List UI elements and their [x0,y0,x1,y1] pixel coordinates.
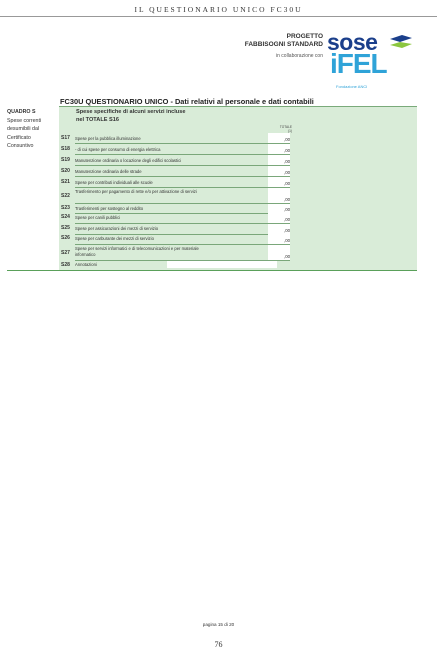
row-code: S18 [61,146,70,152]
quadro-line: desumibili dal [7,126,40,132]
folio-number: 76 [214,640,223,649]
row-code: S28 [61,262,70,268]
row-code: S27 [61,250,70,256]
section-header-line: nel TOTALE S16 [76,117,119,123]
section-header-line: Spese specifiche di alcuni servizi incluse [76,109,186,115]
row-value: ,00 [284,181,291,186]
row-code: S20 [61,168,70,174]
running-header: IL QUESTIONARIO UNICO FC30U [134,5,303,14]
logo-block [230,29,420,93]
row-label: Trasferimenti per sostegno al reddito [75,206,144,211]
table-row [59,204,417,213]
sose-mark-icon [388,34,414,50]
quadro-line: Consuntivo [7,143,34,149]
table-row [59,155,417,165]
table-row [59,188,417,203]
sose-logo: sose [327,29,378,55]
fabbisogni-label: FABBISOGNI STANDARD [244,41,323,48]
row-label: Spese per carburante dei mezzi di servizio [75,236,154,241]
row-label: Spese per contributi individuali alle scuole [75,180,153,185]
row-label: Trasferimento per pagamento di rette e/o per attivazione di servizi [75,189,197,194]
table-row [59,213,417,223]
row-code: S22 [61,193,70,199]
row-code: S21 [61,179,70,185]
row-value: ,00 [284,238,291,243]
form-bottom-rule [7,270,417,271]
table-row [59,166,417,176]
row-label: Manutenzione ordinaria o locazione degli edifici scolastici [75,158,182,163]
table-row [59,245,417,260]
page-number: pagina 15 di 20 [202,622,235,627]
row-label: Manutenzione ordinaria delle strade [75,169,142,174]
row-code: S23 [61,205,70,211]
header-rule [0,16,437,17]
quadro-title: QUADRO S [7,109,36,115]
section-header [76,108,185,124]
project-caption [245,33,323,60]
row-code: S25 [61,225,70,231]
row-code: S24 [61,214,70,220]
column-header-line: (1) [288,129,292,133]
table-row [59,144,417,154]
row-value: ,00 [284,148,291,153]
row-value: ,00 [284,170,291,175]
collaborazione-label: in collaborazione con [276,53,323,59]
table-row [59,177,417,187]
ifel-subtitle: Fondazione ANCI [336,84,368,89]
progetto-label: PROGETTO [286,33,323,40]
row-value: ,00 [284,197,291,202]
annotazioni-field[interactable] [167,261,277,268]
quadro-line: Certificato [7,134,31,141]
row-value: ,00 [284,159,291,164]
row-value: ,00 [284,228,291,233]
row-value: ,00 [284,254,291,259]
column-header-totale [272,125,292,133]
quadro-line: Spese correnti [7,117,42,124]
row-value: ,00 [284,137,291,142]
row-code: S19 [61,157,70,163]
row-label: Spese per servizi informatici e di telecomunicazioni e per materiale informatico [75,246,199,257]
table-row [59,261,417,269]
row-label: - di cui spese per consumo di energia elettrica [75,147,161,152]
row-label: Spese per la pubblica illuminazione [75,136,141,141]
row-value: ,00 [284,217,291,222]
row-label: Annotazioni [75,262,97,267]
row-code: S17 [61,135,70,141]
row-value: ,00 [284,207,291,212]
ifel-logo: iFEL [330,48,387,79]
table-row [59,133,417,143]
form-title: FC30U QUESTIONARIO UNICO - Dati relativi al personale e dati contabili [60,97,314,106]
table-row [59,224,417,234]
quadro-side-label [7,108,57,151]
row-label: Spese per assicurazioni dei mezzi di servizio [75,226,159,231]
row-label: Spese per canili pubblici [75,215,121,220]
table-row [59,234,417,244]
column-header-line: TOTALE [279,125,292,129]
row-code: S26 [61,235,70,241]
